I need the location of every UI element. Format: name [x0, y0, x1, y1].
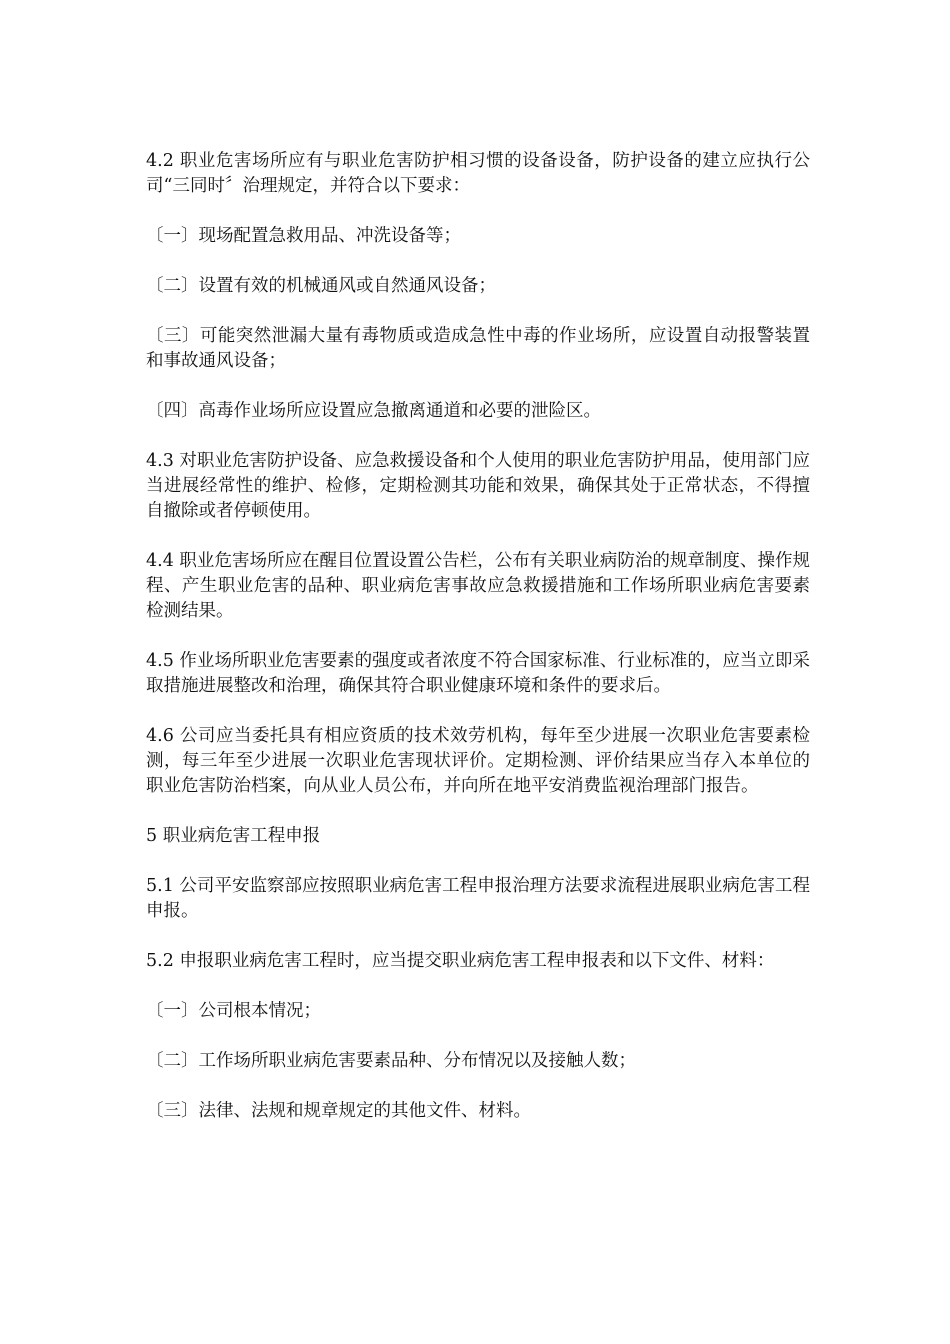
paragraph-4-5: 4.5 作业场所职业危害要素的强度或者浓度不符合国家标准、行业标准的，应当立即采取措施进展整改和治理，确保其符合职业健康环境和条件的要求后。 — [146, 651, 810, 696]
paragraph-4-6: 4.6 公司应当委托具有相应资质的技术效劳机构，每年至少进展一次职业危害要素检测，每三年至少进展一次职业危害现状评价。定期检测、评价结果应当存入本单位的职业危害防治档案，向从业人员公布，并向所在地平安消费监视治理部门报告。 — [146, 726, 810, 796]
paragraph-5-1: 5.1 公司平安监察部应按照职业病危害工程申报治理方法要求流程进展职业病危害工程申报。 — [146, 876, 810, 921]
paragraph-4-2-item-4: 〔四〕高毒作业场所应设置应急撤离通道和必要的泄险区。 — [146, 401, 601, 421]
paragraph-4-2-item-3: 〔三〕可能突然泄漏大量有毒物质或造成急性中毒的作业场所，应设置自动报警装置和事故通风设备； — [146, 326, 810, 371]
paragraph-4-4: 4.4 职业危害场所应在醒目位置设置公告栏，公布有关职业病防治的规章制度、操作规程、产生职业危害的品种、职业病危害事故应急救援措施和工作场所职业病危害要素检测结果。 — [146, 551, 810, 621]
section-heading-5: 5 职业病危害工程申报 — [146, 826, 321, 846]
document-body — [146, 149, 810, 1149]
paragraph-4-2-item-2: 〔二〕设置有效的机械通风或自然通风设备； — [146, 276, 496, 296]
paragraph-4-2: 4.2 职业危害场所应有与职业危害防护相习惯的设备设备，防护设备的建立应执行公司“三同时〞治理规定，并符合以下要求： — [146, 151, 810, 196]
paragraph-5-2-item-1: 〔一〕公司根本情况； — [146, 1001, 321, 1021]
paragraph-4-3: 4.3 对职业危害防护设备、应急救援设备和个人使用的职业危害防护用品，使用部门应当进展经常性的维护、检修，定期检测其功能和效果，确保其处于正常状态，不得擅自撤除或者停顿使用。 — [146, 451, 810, 521]
paragraph-5-2-item-3: 〔三〕法律、法规和规章规定的其他文件、材料。 — [146, 1101, 531, 1121]
paragraph-5-2-item-2: 〔二〕工作场所职业病危害要素品种、分布情况以及接触人数； — [146, 1051, 636, 1071]
paragraph-5-2: 5.2 申报职业病危害工程时，应当提交职业病危害工程申报表和以下文件、材料： — [146, 951, 775, 971]
paragraph-4-2-item-1: 〔一〕现场配置急救用品、冲洗设备等； — [146, 226, 461, 246]
